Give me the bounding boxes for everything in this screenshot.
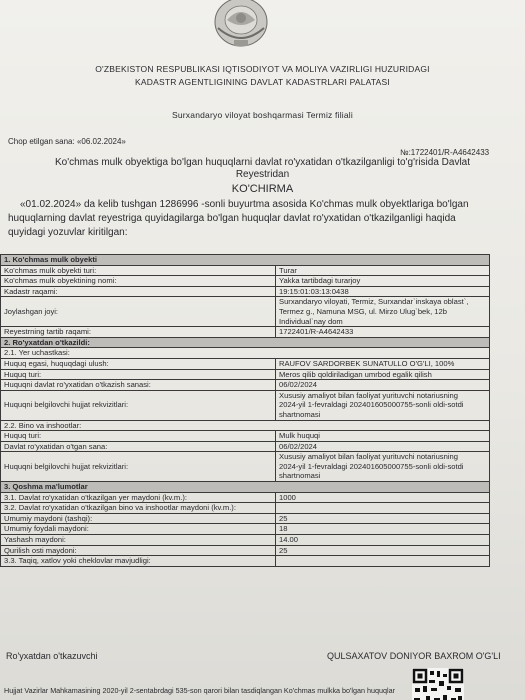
state-emblem-icon bbox=[210, 0, 272, 50]
table-row: Huquqni belgilovchi hujjat rekvizitlari: Xususiy amaliyot bilan faoliyat yurituvchi notariusning 2024-yil 1-fevraldagi 202401605000755-sonli oldi-sotdi shartnomasi bbox=[1, 390, 490, 420]
qr-code-icon bbox=[412, 668, 464, 700]
table-row: Huquqni belgilovchi hujjat rekvizitlari: Xususiy amaliyot bilan faoliyat yurituvchi notariusning 2024-yil 1-fevraldagi 202401605000755-sonli oldi-sotdi shartnomasi bbox=[1, 452, 490, 482]
table-row: 3.1. Davlat ro'yxatidan o'tkazilgan yer maydoni (kv.m.): 1000 bbox=[1, 492, 490, 503]
table-row: 3.3. Taqiq, xatlov yoki cheklovlar mavjudligi: bbox=[1, 556, 490, 567]
branch-header: Surxandaryo viloyat boshqarmasi Termiz filiali bbox=[171, 110, 353, 120]
table-row: Joylashgan joyi: Surxandaryo viloyati, Termiz, Surxandar`inskaya oblast`, Termez g., Namuna MSG, ul. Mirzo Ulug`bek, 12b Individual`nay dom bbox=[1, 297, 490, 327]
table-row: Reyestrning tartib raqami: 1722401/R-A4642433 bbox=[1, 327, 490, 338]
subsection-buildings: 2.2. Bino va inshootlar: bbox=[1, 420, 490, 431]
table-row: Ko'chmas mulk obyektining nomi: Yakka tartibdagi turarjoy bbox=[1, 276, 490, 287]
table-row: Kadastr raqami: 19:15:01:03:13:0438 bbox=[1, 286, 490, 297]
document-number: №:1722401/R-A4642433 bbox=[400, 148, 490, 157]
table-row: Huquq turi: Meros qilib qoldiriladigan umrbod egalik qilish bbox=[1, 369, 490, 380]
table-row: Huquq egasi, huquqdagi ulush: RAUFOV SARDORBEK SUNATULLO O'G'LI, 100% bbox=[1, 358, 490, 369]
document-title-line2: Reyestridan bbox=[235, 169, 290, 180]
table-row: Yashash maydoni: 14.00 bbox=[1, 535, 490, 546]
table-row: Davlat ro'yxatidan o'tgan sana: 06/02/2024 bbox=[1, 441, 490, 452]
address-line2: Termez g., Namuna MSG, ul. Mirzo Ulug`bek, 12b bbox=[279, 306, 447, 316]
address-line1: Surxandaryo viloyati, Termiz, Surxandar`inskaya oblast`, bbox=[279, 297, 469, 307]
subsection-land: 2.1. Yer uchastkasi: bbox=[1, 348, 490, 359]
intro-line1: «01.02.2024» da kelib tushgan 1286996 -sonli buyurtma asosida Ko'chmas mulk obyektlariga bo'lgan bbox=[20, 199, 469, 210]
issuer-name: QULSAXATOV DONIYOR BAXROM O'G'LI bbox=[327, 651, 501, 661]
table-row: Huquq turi: Mulk huquqi bbox=[1, 431, 490, 442]
table-row: Umumiy maydoni (tashqi): 25 bbox=[1, 513, 490, 524]
table-row: Ko'chmas mulk obyekti turi: Turar bbox=[1, 265, 490, 276]
chamber-header: KADASTR AGENTLIGINING DAVLAT KADASTRLARI PALATASI bbox=[135, 77, 390, 87]
section-header-object: 1. Ko'chmas mulk obyekti bbox=[1, 255, 490, 266]
section-header-registered: 2. Ro'yxatdan o'tkazildi: bbox=[1, 337, 490, 348]
section-header-additional: 3. Qoshma ma'lumotlar bbox=[1, 482, 490, 493]
print-date: Chop etilgan sana: «06.02.2024» bbox=[8, 137, 126, 146]
issuer-label: Ro'yxatdan o'tkazuvchi bbox=[6, 651, 98, 661]
table-row: 3.2. Davlat ro'yxatidan o'tkazilgan bino va inshootlar maydoni (kv.m.): bbox=[1, 503, 490, 514]
ministry-header: O'ZBEKISTON RESPUBLIKASI IQTISODIYOT VA MOLIYA VAZIRLIGI HUZURIDAGI bbox=[95, 64, 430, 74]
intro-line2: huquqlarning davlat reyestriga quyidagilarga bo'lgan huquqlar davlat ro'yxatidan o'tkazilganligi haqida bbox=[8, 213, 456, 224]
table-row: Umumiy foydali maydoni: 18 bbox=[1, 524, 490, 535]
table-row: Qurilish osti maydoni: 25 bbox=[1, 545, 490, 556]
document-title-line1: Ko'chmas mulk obyektiga bo'lgan huquqlarni davlat ro'yxatidan o'tkazilganligi to'g'risida Davlat bbox=[54, 157, 471, 168]
intro-line3: quyidagi yozuvlar kiritilgan: bbox=[8, 227, 128, 238]
document-title-main: KO'CHIRMA bbox=[231, 183, 294, 195]
legal-note: Hujjat Vazirlar Mahkamasining 2020-yil 2-sentabrdagi 535-son qarori bilan tasdiqlangan Ko'chmas mulkka bo'lgan huquqlar bbox=[4, 686, 395, 695]
register-table bbox=[0, 254, 490, 567]
table-row: Huquqni davlat ro'yxatidan o'tkazish sanasi: 06/02/2024 bbox=[1, 380, 490, 391]
address-line3: Individual`nay dom bbox=[279, 316, 343, 326]
